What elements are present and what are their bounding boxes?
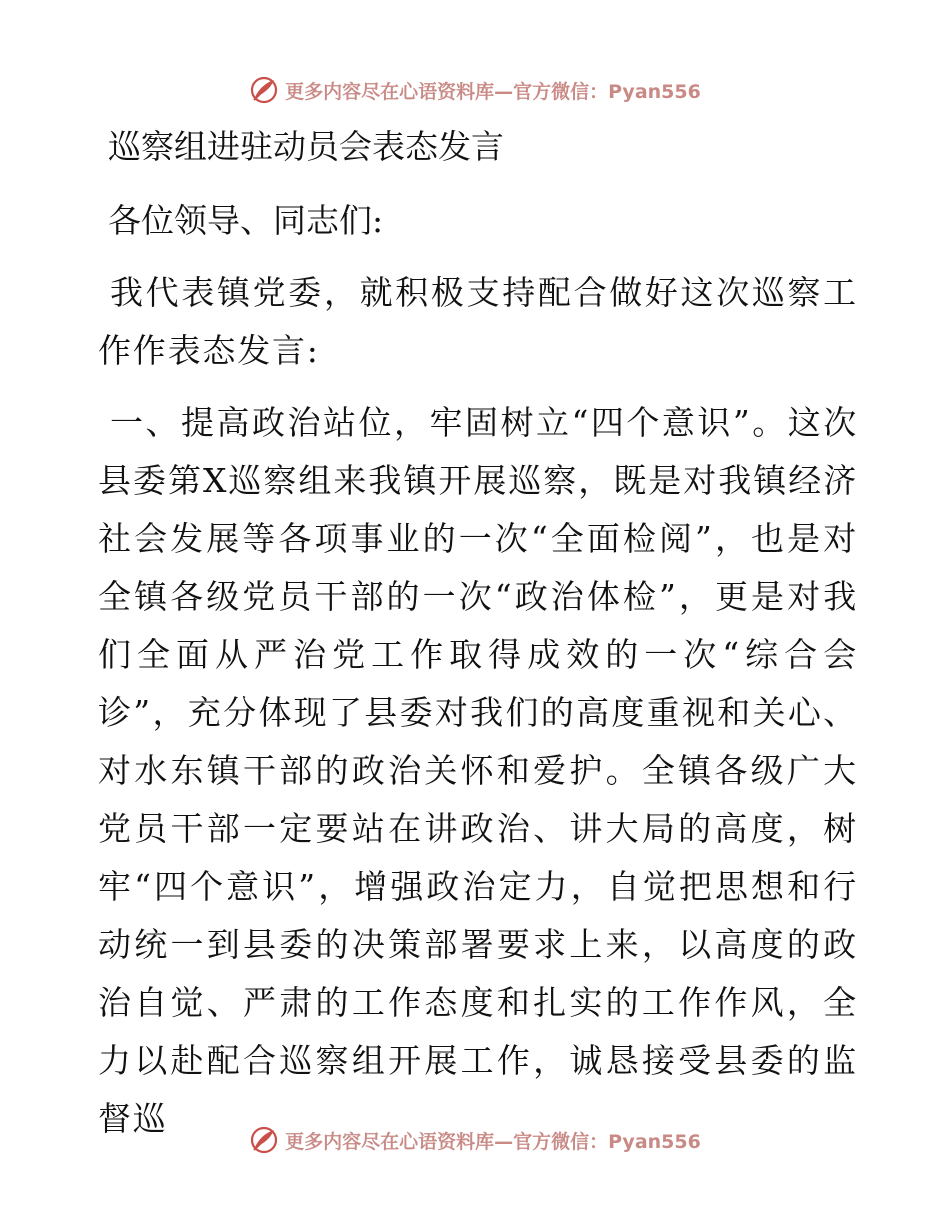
watermark-text: 更多内容尽在心语资料库—官方微信：Pyan556: [285, 80, 701, 103]
feather-pen-logo-icon: [249, 1125, 279, 1155]
watermark-footer: [0, 1120, 950, 1160]
watermark-header: [0, 70, 950, 110]
document-greeting: 各位领导、同志们:: [108, 201, 384, 240]
feather-pen-logo-icon: [249, 75, 279, 105]
document-section-1-paragraph: 一、提高政治站位，牢固树立“四个意识”。这次县委第X巡察组来我镇开展巡察，既是对我镇经济社会发展等各项事业的一次“全面检阅”，也是对全镇各级党员干部的一次“政治体检”，更是对我们全面从严治党工作取得成效的一次“综合会诊”，充分体现了县委对我们的高度重视和关心、对水东镇干部的政治关怀和爱护。全镇各级广大党员干部一定要站在讲政治、讲大局的高度，树牢“四个意识”，增强政治定力，自觉把思想和行动统一到县委的决策部署要求上来，以高度的政治自觉、严肃的工作态度和扎实的工作作风，全力以赴配合巡察组开展工作，诚恳接受县委的监督巡: [98, 403, 858, 1138]
watermark-text: 更多内容尽在心语资料库—官方微信：Pyan556: [285, 1130, 701, 1153]
document-body: [98, 118, 858, 1148]
document-intro-paragraph: 我代表镇党委，就积极支持配合做好这次巡察工作作表态发言:: [98, 273, 858, 370]
document-title: 巡察组进驻动员会表态发言: [108, 127, 504, 166]
